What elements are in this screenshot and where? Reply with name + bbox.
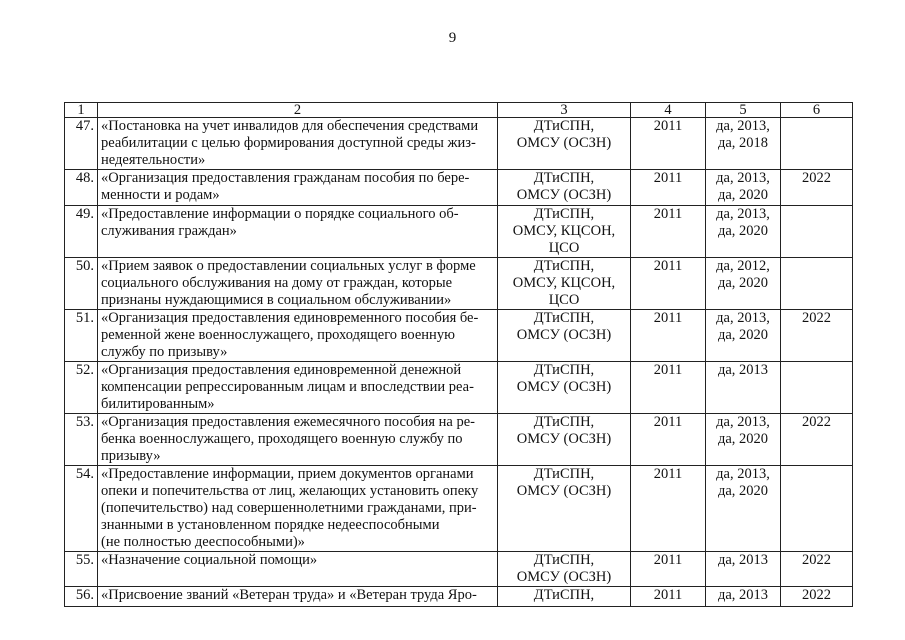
responsible-org <box>498 587 631 607</box>
cell-line: да, 2013, <box>716 414 770 430</box>
header-cell: 3 <box>498 103 631 118</box>
cell-line: ОМСУ (ОСЗН) <box>516 187 612 203</box>
header-cell: 4 <box>631 103 706 118</box>
header-cell: 1 <box>65 103 98 118</box>
year-cell: 2011 <box>631 587 706 607</box>
cell-line: признаны нуждающимися в социальном обслуживании» <box>101 292 452 308</box>
cell-line: да, 2020 <box>717 223 769 239</box>
cell-line: «Организация предоставления гражданам пособия по бере- <box>101 170 470 186</box>
year-cell: 2011 <box>631 414 706 466</box>
cell-line: ЦСО <box>548 240 580 256</box>
responsible-org <box>498 206 631 258</box>
status-cell <box>706 552 781 587</box>
cell-line: да, 2013, <box>716 310 770 326</box>
status-cell <box>706 362 781 414</box>
extra-year-cell <box>781 258 853 310</box>
extra-year-cell <box>781 206 853 258</box>
table-row <box>65 552 853 587</box>
cell-line: «Присвоение званий «Ветеран труда» и «Ветеран труда Яро- <box>101 587 477 603</box>
cell-line: ОМСУ (ОСЗН) <box>516 327 612 343</box>
cell-line: ременной жене военнослужащего, проходящего военную <box>101 327 455 343</box>
cell-line: да, 2020 <box>717 187 769 203</box>
year-cell: 2011 <box>631 310 706 362</box>
service-name <box>98 170 498 206</box>
status-cell <box>706 118 781 170</box>
cell-line: ОМСУ (ОСЗН) <box>516 135 612 151</box>
cell-line: опеки и попечительства от лиц, желающих установить опеку <box>101 483 479 499</box>
responsible-org <box>498 466 631 552</box>
cell-line: ДТиСПН, <box>533 118 595 134</box>
table-row <box>65 170 853 206</box>
responsible-org <box>498 310 631 362</box>
service-name <box>98 414 498 466</box>
service-name <box>98 587 498 607</box>
status-cell <box>706 310 781 362</box>
extra-year-cell: 2022 <box>781 552 853 587</box>
row-number: 56. <box>65 587 98 607</box>
row-number: 52. <box>65 362 98 414</box>
status-cell <box>706 170 781 206</box>
table-row <box>65 362 853 414</box>
row-number: 53. <box>65 414 98 466</box>
cell-line: бенка военнослужащего, проходящего военную службу по <box>101 431 463 447</box>
cell-line: «Предоставление информации, прием документов органами <box>101 466 474 482</box>
responsible-org <box>498 258 631 310</box>
cell-line: да, 2020 <box>717 483 769 499</box>
year-cell: 2011 <box>631 362 706 414</box>
status-cell <box>706 414 781 466</box>
row-number: 51. <box>65 310 98 362</box>
extra-year-cell <box>781 118 853 170</box>
cell-line: да, 2013 <box>717 552 769 568</box>
cell-line: ОМСУ (ОСЗН) <box>516 431 612 447</box>
services-table <box>64 102 853 607</box>
year-cell: 2011 <box>631 258 706 310</box>
year-cell: 2011 <box>631 466 706 552</box>
table-row <box>65 466 853 552</box>
cell-line: ДТиСПН, <box>533 552 595 568</box>
cell-line: ДТиСПН, <box>533 362 595 378</box>
responsible-org <box>498 118 631 170</box>
service-name <box>98 466 498 552</box>
extra-year-cell: 2022 <box>781 587 853 607</box>
header-cell: 6 <box>781 103 853 118</box>
extra-year-cell <box>781 466 853 552</box>
service-name <box>98 206 498 258</box>
cell-line: «Предоставление информации о порядке социального об- <box>101 206 459 222</box>
extra-year-cell <box>781 362 853 414</box>
responsible-org <box>498 414 631 466</box>
cell-line: служивания граждан» <box>101 223 237 239</box>
cell-line: да, 2020 <box>717 327 769 343</box>
cell-line: «Постановка на учет инвалидов для обеспечения средствами <box>101 118 479 134</box>
cell-line: ДТиСПН, <box>533 206 595 222</box>
extra-year-cell: 2022 <box>781 310 853 362</box>
cell-line: ОМСУ (ОСЗН) <box>516 569 612 585</box>
cell-line: да, 2013 <box>717 587 769 603</box>
year-cell: 2011 <box>631 206 706 258</box>
cell-line: ОМСУ, КЦСОН, <box>512 223 616 239</box>
year-cell: 2011 <box>631 118 706 170</box>
service-name <box>98 552 498 587</box>
status-cell <box>706 466 781 552</box>
cell-line: «Организация предоставления единовременной денежной <box>101 362 462 378</box>
table-row <box>65 258 853 310</box>
cell-line: да, 2020 <box>717 431 769 447</box>
row-number: 50. <box>65 258 98 310</box>
table-row <box>65 118 853 170</box>
extra-year-cell: 2022 <box>781 414 853 466</box>
cell-line: билитированным» <box>101 396 215 412</box>
page-number: 9 <box>448 30 457 46</box>
table-row <box>65 414 853 466</box>
cell-line: да, 2012, <box>716 258 770 274</box>
table-row <box>65 587 853 607</box>
cell-line: да, 2013, <box>716 170 770 186</box>
cell-line: ДТиСПН, <box>533 587 595 603</box>
responsible-org <box>498 170 631 206</box>
responsible-org <box>498 552 631 587</box>
service-name <box>98 362 498 414</box>
cell-line: компенсации репрессированным лицам и впоследствии реа- <box>101 379 474 395</box>
cell-line: ОМСУ (ОСЗН) <box>516 379 612 395</box>
row-number: 48. <box>65 170 98 206</box>
header-cell: 5 <box>706 103 781 118</box>
row-number: 55. <box>65 552 98 587</box>
table-header-row <box>65 103 853 118</box>
cell-line: реабилитации с целью формирования доступной среды жиз- <box>101 135 476 151</box>
row-number: 49. <box>65 206 98 258</box>
cell-line: да, 2018 <box>717 135 769 151</box>
cell-line: (попечительство) над совершеннолетними гражданами, при- <box>101 500 477 516</box>
service-name <box>98 118 498 170</box>
cell-line: ДТиСПН, <box>533 466 595 482</box>
cell-line: да, 2020 <box>717 275 769 291</box>
status-cell <box>706 258 781 310</box>
cell-line: ОМСУ, КЦСОН, <box>512 275 616 291</box>
cell-line: (не полностью дееспособными)» <box>101 534 305 550</box>
cell-line: ДТиСПН, <box>533 258 595 274</box>
cell-line: менности и родам» <box>101 187 220 203</box>
cell-line: да, 2013, <box>716 118 770 134</box>
service-name <box>98 310 498 362</box>
cell-line: призыву» <box>101 448 161 464</box>
cell-line: ДТиСПН, <box>533 414 595 430</box>
year-cell: 2011 <box>631 170 706 206</box>
cell-line: да, 2013, <box>716 466 770 482</box>
cell-line: ОМСУ (ОСЗН) <box>516 483 612 499</box>
row-number: 54. <box>65 466 98 552</box>
table-row <box>65 206 853 258</box>
cell-line: социального обслуживания на дому от граждан, которые <box>101 275 453 291</box>
cell-line: да, 2013, <box>716 206 770 222</box>
table-row <box>65 310 853 362</box>
year-cell: 2011 <box>631 552 706 587</box>
cell-line: «Назначение социальной помощи» <box>101 552 318 568</box>
status-cell <box>706 206 781 258</box>
cell-line: «Прием заявок о предоставлении социальных услуг в форме <box>101 258 476 274</box>
cell-line: знанными в установленном порядке недееспособными <box>101 517 440 533</box>
status-cell <box>706 587 781 607</box>
cell-line: службу по призыву» <box>101 344 228 360</box>
row-number: 47. <box>65 118 98 170</box>
cell-line: «Организация предоставления ежемесячного пособия на ре- <box>101 414 475 430</box>
cell-line: да, 2013 <box>717 362 769 378</box>
cell-line: «Организация предоставления единовременного пособия бе- <box>101 310 479 326</box>
cell-line: ДТиСПН, <box>533 310 595 326</box>
cell-line: ДТиСПН, <box>533 170 595 186</box>
header-cell: 2 <box>98 103 498 118</box>
responsible-org <box>498 362 631 414</box>
service-name <box>98 258 498 310</box>
extra-year-cell: 2022 <box>781 170 853 206</box>
cell-line: недеятельности» <box>101 152 206 168</box>
cell-line: ЦСО <box>548 292 580 308</box>
